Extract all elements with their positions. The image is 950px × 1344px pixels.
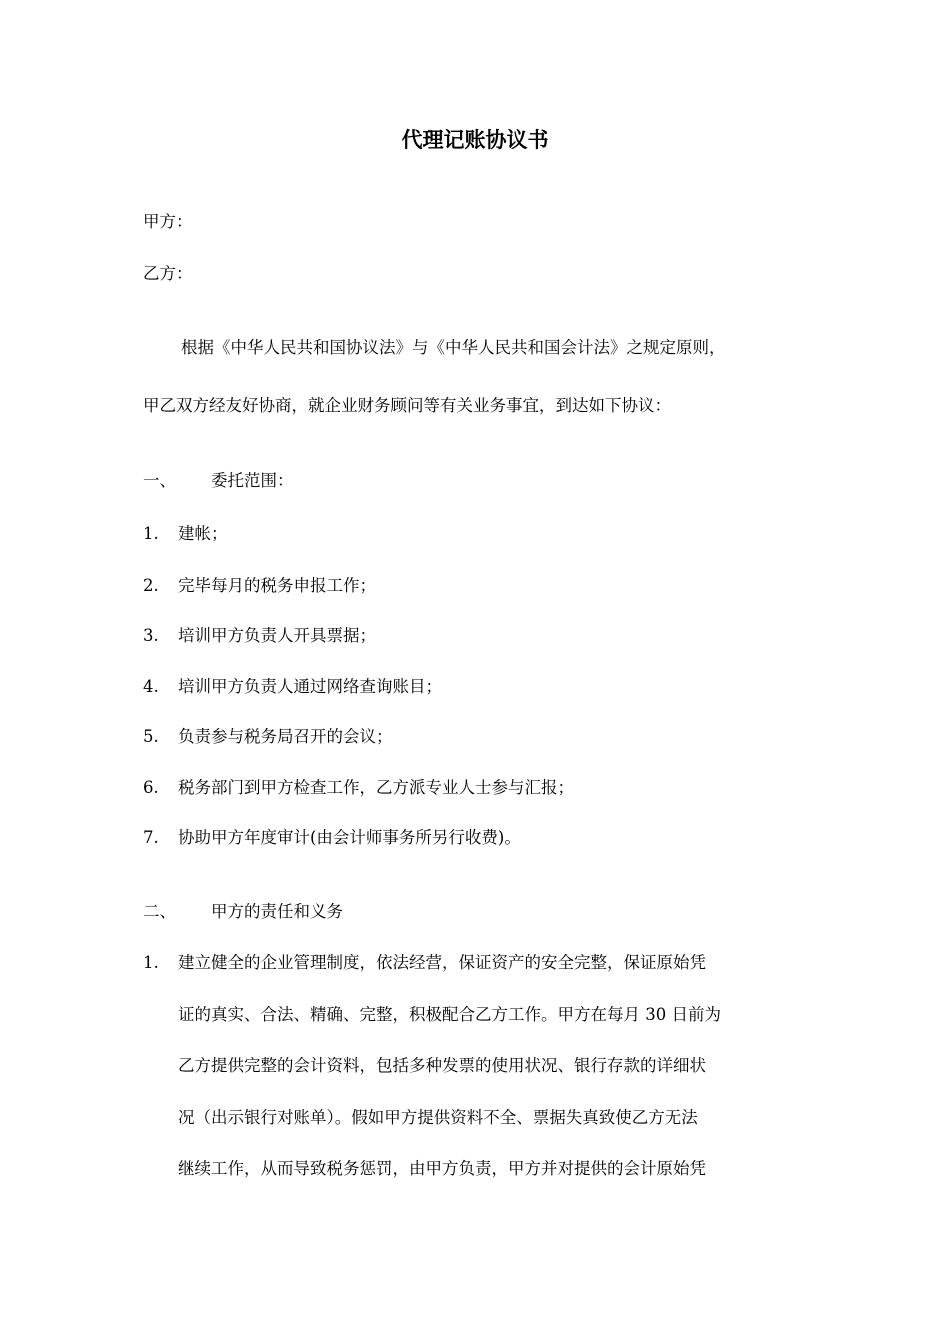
list-item-text: 完毕每月的税务申报工作； [178,576,376,595]
list-item [143,520,228,544]
list-item-text: 协助甲方年度审计(由会计师事务所另行收费)。 [178,828,521,847]
list-item-number: 4. [143,677,159,696]
list-item-number: 1. [143,524,159,543]
list-item-number: 2. [143,576,159,595]
intro-line-2: 甲乙双方经友好协商，就企业财务顾问等有关业务事宜，到达如下协议： [143,396,671,415]
list-item-number: 5. [143,727,159,746]
list-item-number: 3. [143,626,159,645]
section-2-title: 甲方的责任和义务 [211,902,343,921]
section-1-title: 委托范围： [211,471,294,490]
list-item [143,824,521,848]
list-item-text: 培训甲方负责人通过网络查询账目； [178,677,442,696]
party-a-label: 甲方： [143,212,193,231]
list-item [143,622,376,646]
party-b-label: 乙方： [143,264,193,283]
section-1-heading [143,467,294,491]
paragraph-line: 况（出示银行对账单）。假如甲方提供资料不全、票据失真致使乙方无法 [178,1107,698,1127]
section-2-item-1-paragraph [178,937,818,1195]
list-item [143,572,376,596]
section-2-heading [143,898,343,922]
paragraph-line: 乙方提供完整的会计资料，包括多种发票的使用状况、银行存款的详细状 [178,1056,706,1075]
document-title: 代理记账协议书 [401,128,549,152]
list-item-text: 建帐； [178,524,228,543]
list-item [143,774,574,798]
list-item-number: 6. [143,778,159,797]
paragraph-line: 继续工作，从而导致税务惩罚，由甲方负责，甲方并对提供的会计原始凭 [178,1159,706,1178]
paragraph-line: 证的真实、合法、精确、完整，积极配合乙方工作。甲方在每月 30 日前为 [178,1004,721,1024]
paragraph-line: 建立健全的企业管理制度，依法经营，保证资产的安全完整，保证原始凭 [178,953,706,972]
section-2-item-1-number: 1. [143,953,159,972]
list-item-number: 7. [143,828,159,847]
section-1-number: 一、 [143,471,176,490]
section-2-number: 二、 [143,902,176,921]
list-item [143,723,393,747]
intro-line-1: 根据《中华人民共和国协议法》与《中华人民共和国会计法》之规定原则， [181,338,726,357]
list-item-text: 负责参与税务局召开的会议； [178,727,393,746]
list-item-text: 培训甲方负责人开具票据； [178,626,376,645]
list-item-text: 税务部门到甲方检查工作，乙方派专业人士参与汇报； [178,778,574,797]
list-item [143,673,442,697]
